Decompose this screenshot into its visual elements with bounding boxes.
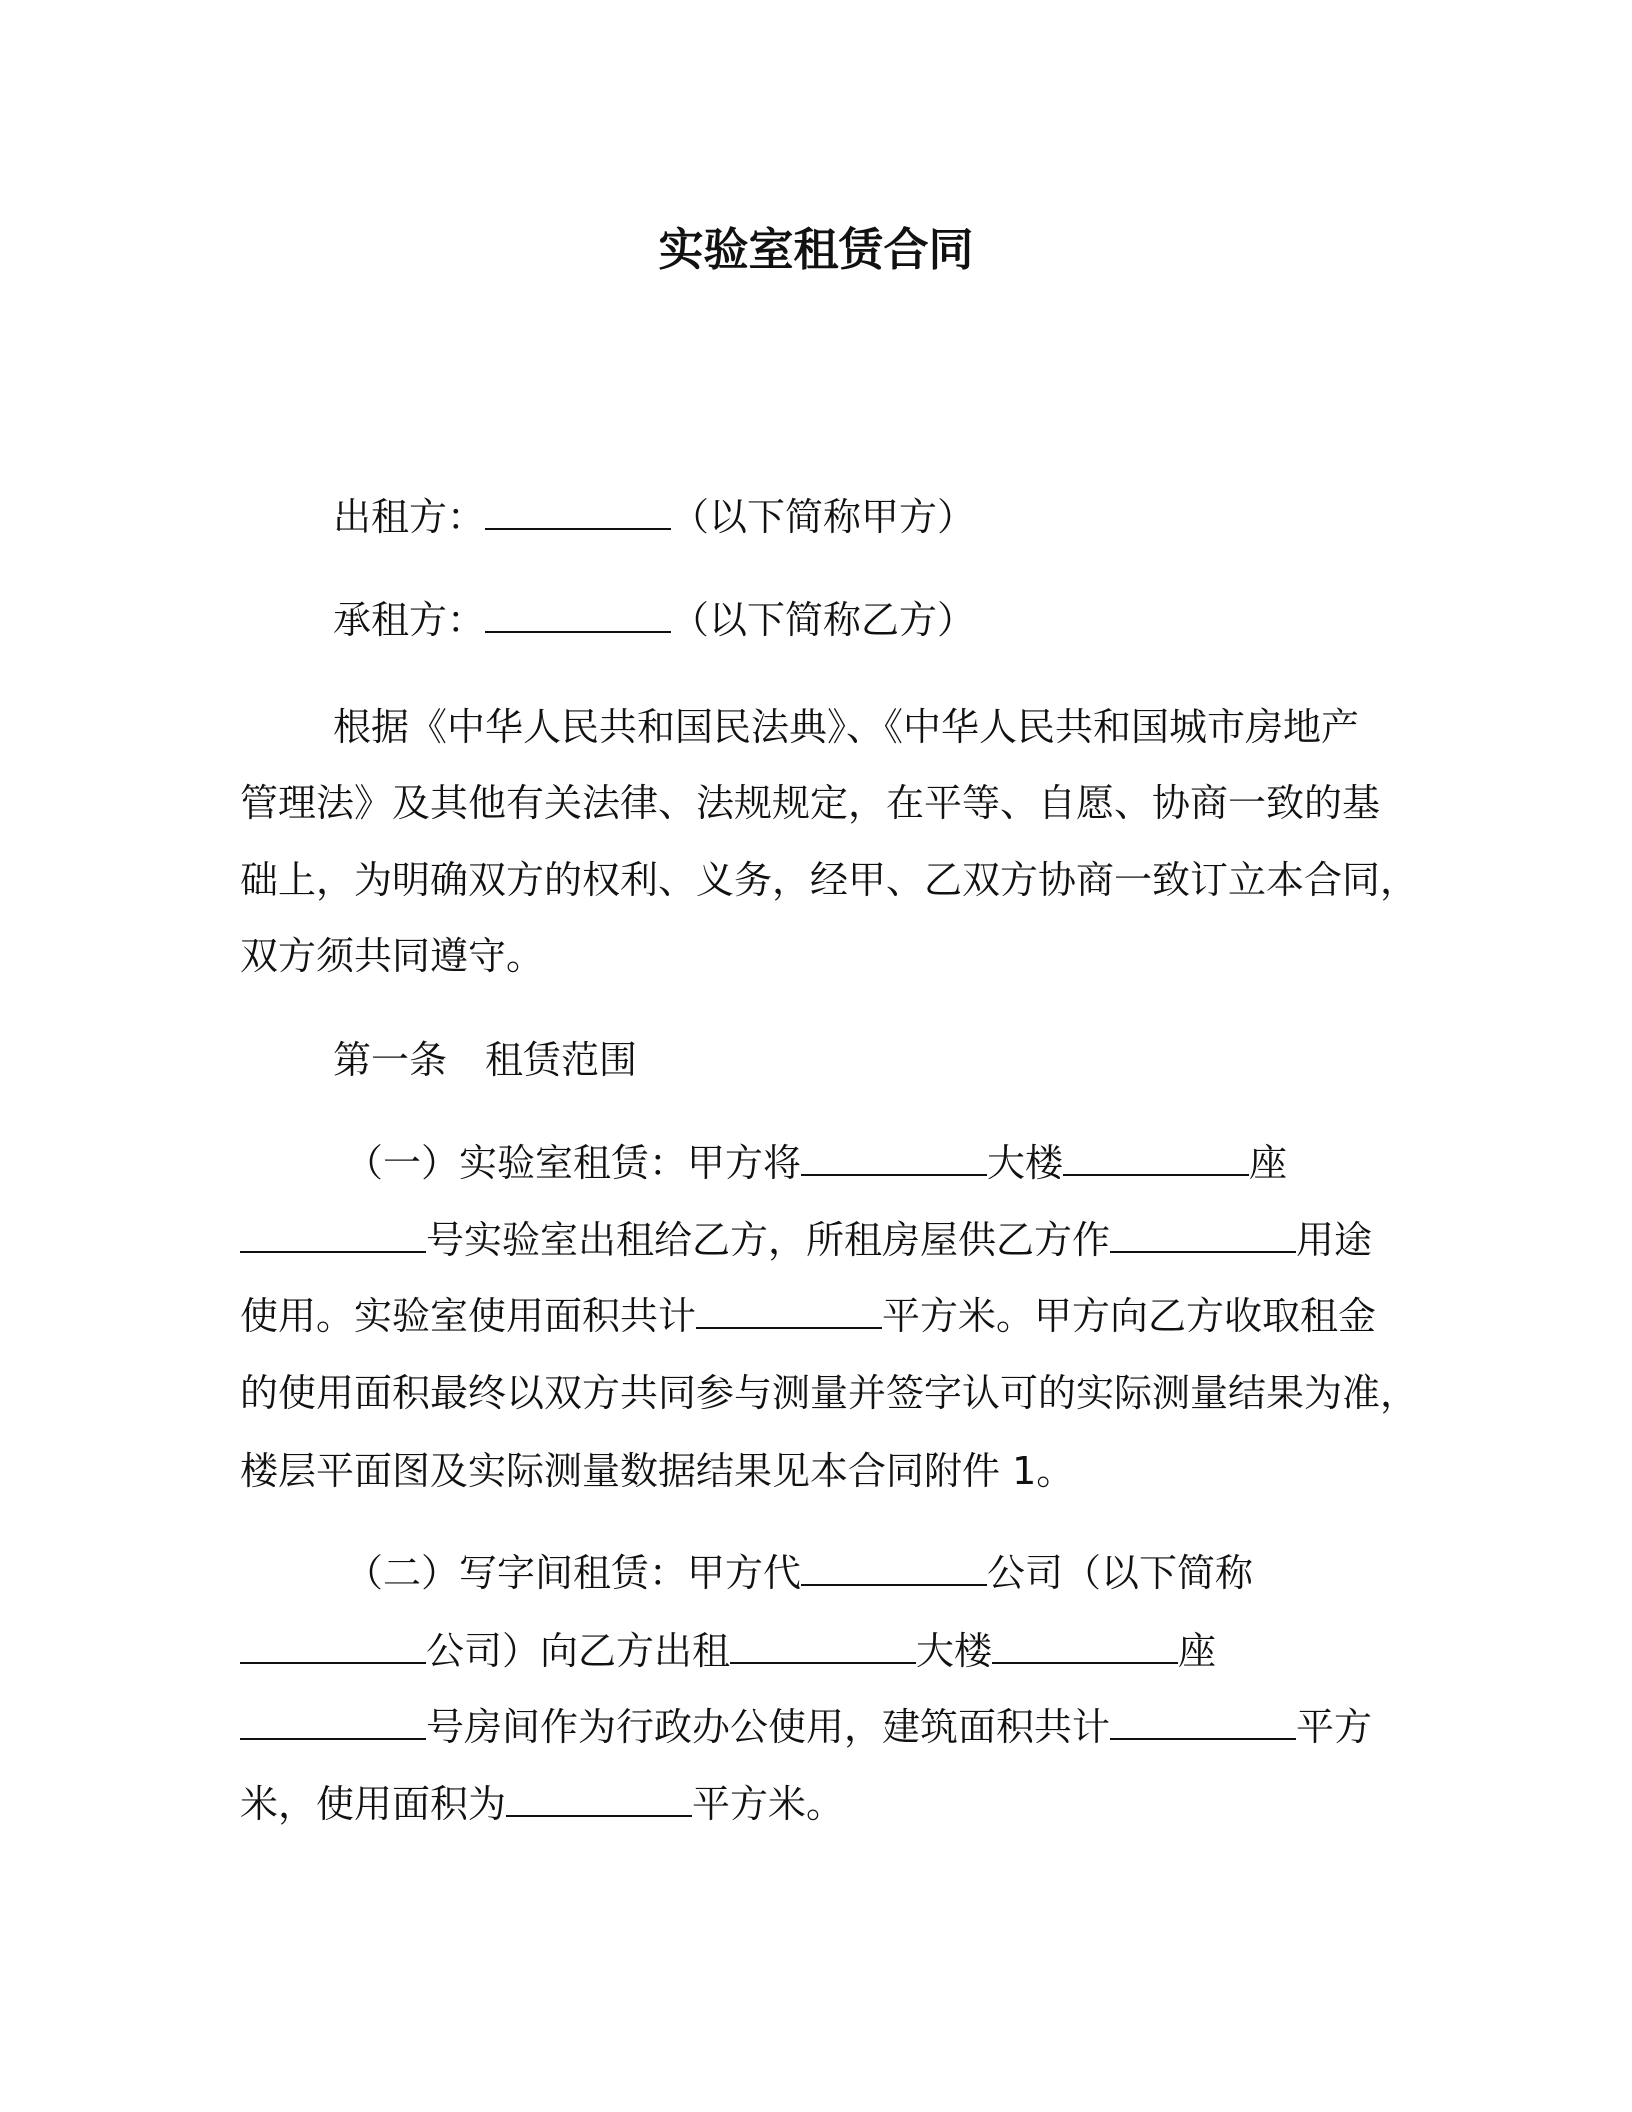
lessee-line: 承租方： （以下简称乙方） <box>333 598 976 642</box>
fill-in-blank <box>801 1140 987 1176</box>
clause-1-line: 楼层平面图及实际测量数据结果见本合同附件 1。 <box>240 1449 1075 1493</box>
fill-in-blank <box>696 1293 882 1329</box>
clause-2-line: 公司）向乙方出租 大楼 座 <box>240 1626 1216 1676</box>
preamble-line: 根据《中华人民共和国民法典》、《中华人民共和国城市房地产 <box>333 705 1360 749</box>
fill-in-blank <box>992 1628 1178 1664</box>
fill-in-blank <box>240 1704 426 1740</box>
clause-1-line: （一）实验室租赁：甲方将 大楼 座 <box>345 1141 1288 1185</box>
preamble-line: 础上，为明确双方的权利、义务，经甲、乙双方协商一致订立本合同， <box>240 858 1419 902</box>
fill-in-blank <box>730 1628 916 1664</box>
fill-in-blank <box>1110 1704 1296 1740</box>
clause-2-line: （二）写字间租赁：甲方代 公司（以下简称 <box>345 1551 1254 1595</box>
fill-in-blank <box>485 597 671 633</box>
clause-1-line: 的使用面积最终以双方共同参与测量并签字认可的实际测量结果为准， <box>240 1371 1419 1415</box>
fill-in-blank <box>240 1217 426 1253</box>
preamble-line: 管理法》及其他有关法律、法规规定，在平等、自愿、协商一致的基 <box>240 781 1381 825</box>
clause-2-line: 号房间作为行政办公使用，建筑面积共计 平方 <box>240 1702 1372 1752</box>
clause-1-line: 号实验室出租给乙方，所租房屋供乙方作 用途 <box>240 1215 1372 1265</box>
lessor-line: 出租方： （以下简称甲方） <box>333 495 976 539</box>
fill-in-blank <box>801 1550 987 1586</box>
article-heading: 第一条 租赁范围 <box>333 1038 638 1082</box>
document-title: 实验室租赁合同 <box>658 223 974 276</box>
preamble-line: 双方须共同遵守。 <box>240 934 545 978</box>
fill-in-blank <box>1063 1140 1249 1176</box>
fill-in-blank <box>240 1628 426 1664</box>
fill-in-blank <box>485 494 671 530</box>
fill-in-blank <box>506 1781 692 1817</box>
fill-in-blank <box>1110 1217 1296 1253</box>
clause-2-line: 米，使用面积为 平方米。 <box>240 1782 845 1826</box>
clause-1-line: 使用。实验室使用面积共计 平方米。甲方向乙方收取租金 <box>240 1294 1377 1338</box>
